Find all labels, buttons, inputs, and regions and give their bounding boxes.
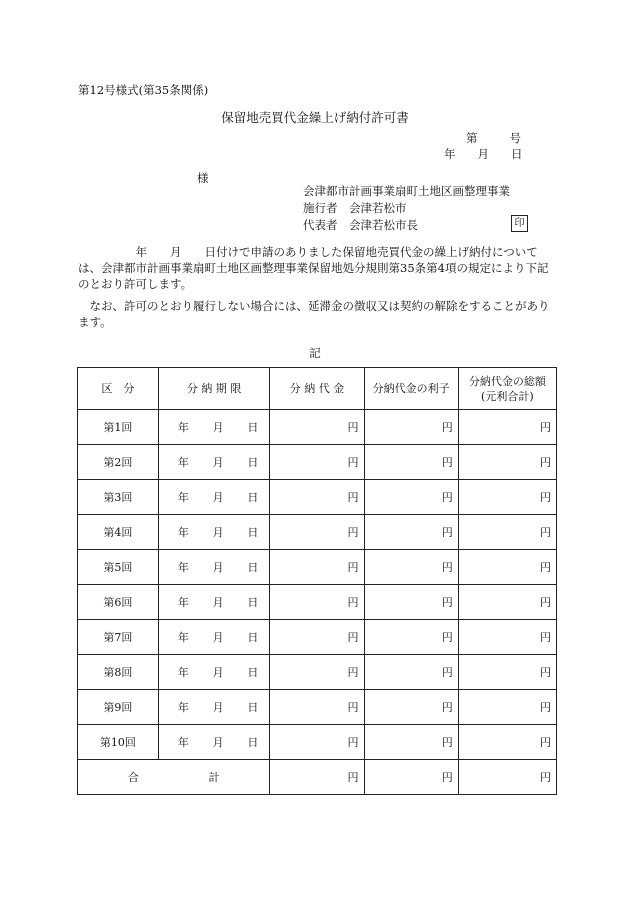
installment-amount-cell bbox=[270, 410, 364, 445]
unit-yen: 円 bbox=[540, 421, 551, 434]
unit-day: 日 bbox=[247, 526, 259, 539]
unit-day: 日 bbox=[247, 421, 259, 434]
header-due-date: 分 納 期 限 bbox=[158, 368, 270, 410]
unit-year: 年 bbox=[177, 631, 189, 644]
table-header-row bbox=[78, 368, 557, 410]
unit-day: 日 bbox=[247, 491, 259, 504]
unit-yen: 円 bbox=[347, 561, 359, 574]
unit-day: 日 bbox=[247, 456, 259, 469]
total-cell bbox=[458, 725, 556, 760]
unit-year: 年 bbox=[177, 456, 189, 469]
document-date bbox=[444, 146, 523, 162]
unit-year: 年 bbox=[177, 526, 189, 539]
unit-year: 年 bbox=[177, 596, 189, 609]
unit-yen: 円 bbox=[441, 561, 453, 574]
unit-yen: 円 bbox=[540, 491, 551, 504]
sum-interest-cell bbox=[364, 760, 458, 795]
table-row bbox=[78, 550, 557, 585]
total-cell bbox=[458, 585, 556, 620]
unit-year: 年 bbox=[177, 666, 189, 679]
unit-day: 日 bbox=[247, 736, 259, 749]
unit-day: 日 bbox=[247, 561, 259, 574]
unit-yen: 円 bbox=[347, 631, 359, 644]
unit-yen: 円 bbox=[441, 666, 453, 679]
header-installment-amount: 分 納 代 金 bbox=[270, 368, 364, 410]
unit-month: 月 bbox=[212, 701, 224, 714]
installment-label: 第3回 bbox=[78, 480, 159, 515]
due-date-cell bbox=[158, 725, 270, 760]
unit-yen: 円 bbox=[540, 561, 551, 574]
form-number: 第12号様式(第35条関係) bbox=[78, 83, 209, 97]
total-cell bbox=[458, 445, 556, 480]
table-row bbox=[78, 690, 557, 725]
header-total-line1: 分納代金の総額 bbox=[468, 374, 546, 388]
installment-table bbox=[77, 367, 557, 795]
installment-label: 第10回 bbox=[78, 725, 159, 760]
interest-cell bbox=[364, 585, 458, 620]
installment-amount-cell bbox=[270, 725, 364, 760]
unit-yen: 円 bbox=[441, 421, 453, 434]
unit-month: 月 bbox=[212, 421, 224, 434]
table-row bbox=[78, 655, 557, 690]
notice-paragraph: なお、許可のとおり履行しない場合には、延滞金の徴収又は契約の解除をすることがあります。 bbox=[78, 299, 550, 329]
total-label-cell bbox=[78, 760, 270, 795]
permission-paragraph: 年 月 日付けで申請のありました保留地売買代金の繰上げ納付については、会津都市計画事業扇町土地区画整理事業保留地処分規則第35条第4項の規定により下記のとおり許可します。 bbox=[78, 245, 549, 291]
interest-cell bbox=[364, 445, 458, 480]
unit-year: 年 bbox=[177, 561, 189, 574]
unit-yen: 円 bbox=[347, 771, 359, 784]
unit-yen: 円 bbox=[540, 596, 551, 609]
installment-amount-cell bbox=[270, 690, 364, 725]
table-row bbox=[78, 725, 557, 760]
seal-mark: 印 bbox=[511, 215, 528, 232]
unit-year: 年 bbox=[177, 491, 189, 504]
issuer-executor: 施行者 会津若松市 bbox=[303, 201, 407, 215]
table-row bbox=[78, 585, 557, 620]
unit-day: 日 bbox=[247, 631, 259, 644]
date-year: 年 bbox=[444, 147, 456, 161]
unit-yen: 円 bbox=[347, 701, 359, 714]
interest-cell bbox=[364, 550, 458, 585]
unit-month: 月 bbox=[212, 561, 224, 574]
header-category: 区 分 bbox=[78, 368, 159, 410]
due-date-cell bbox=[158, 655, 270, 690]
due-date-cell bbox=[158, 445, 270, 480]
installment-amount-cell bbox=[270, 445, 364, 480]
unit-yen: 円 bbox=[441, 701, 453, 714]
installment-label: 第9回 bbox=[78, 690, 159, 725]
issuer-block bbox=[303, 183, 510, 234]
unit-yen: 円 bbox=[540, 736, 551, 749]
due-date-cell bbox=[158, 620, 270, 655]
interest-cell bbox=[364, 515, 458, 550]
number-dai: 第 bbox=[466, 131, 478, 145]
due-date-cell bbox=[158, 410, 270, 445]
unit-yen: 円 bbox=[540, 701, 551, 714]
unit-year: 年 bbox=[177, 736, 189, 749]
installment-amount-cell bbox=[270, 550, 364, 585]
unit-day: 日 bbox=[247, 701, 259, 714]
sum-total-cell bbox=[458, 760, 556, 795]
unit-month: 月 bbox=[212, 491, 224, 504]
due-date-cell bbox=[158, 515, 270, 550]
unit-yen: 円 bbox=[347, 421, 359, 434]
unit-yen: 円 bbox=[441, 491, 453, 504]
total-right: 計 bbox=[208, 771, 220, 784]
installment-label: 第1回 bbox=[78, 410, 159, 445]
unit-year: 年 bbox=[177, 701, 189, 714]
unit-yen: 円 bbox=[441, 771, 453, 784]
unit-month: 月 bbox=[212, 631, 224, 644]
interest-cell bbox=[364, 620, 458, 655]
unit-yen: 円 bbox=[347, 666, 359, 679]
table-row bbox=[78, 445, 557, 480]
total-cell bbox=[458, 620, 556, 655]
installment-label: 第2回 bbox=[78, 445, 159, 480]
unit-year: 年 bbox=[177, 421, 189, 434]
document-title: 保留地売買代金繰上げ納付許可書 bbox=[221, 110, 409, 125]
unit-yen: 円 bbox=[540, 631, 551, 644]
table-row bbox=[78, 515, 557, 550]
document-number bbox=[466, 130, 521, 146]
issuer-representative: 代表者 会津若松市長 bbox=[303, 218, 418, 232]
unit-yen: 円 bbox=[540, 456, 551, 469]
unit-month: 月 bbox=[212, 666, 224, 679]
unit-day: 日 bbox=[247, 596, 259, 609]
interest-cell bbox=[364, 655, 458, 690]
installment-amount-cell bbox=[270, 620, 364, 655]
installment-amount-cell bbox=[270, 515, 364, 550]
installment-label: 第7回 bbox=[78, 620, 159, 655]
unit-month: 月 bbox=[212, 596, 224, 609]
unit-yen: 円 bbox=[347, 596, 359, 609]
installment-label: 第8回 bbox=[78, 655, 159, 690]
unit-yen: 円 bbox=[441, 456, 453, 469]
installment-amount-cell bbox=[270, 655, 364, 690]
total-cell bbox=[458, 690, 556, 725]
due-date-cell bbox=[158, 550, 270, 585]
interest-cell bbox=[364, 725, 458, 760]
installment-label: 第6回 bbox=[78, 585, 159, 620]
unit-yen: 円 bbox=[347, 736, 359, 749]
unit-yen: 円 bbox=[441, 526, 453, 539]
total-cell bbox=[458, 410, 556, 445]
unit-yen: 円 bbox=[441, 736, 453, 749]
unit-yen: 円 bbox=[441, 631, 453, 644]
interest-cell bbox=[364, 410, 458, 445]
total-cell bbox=[458, 480, 556, 515]
ki-heading: 記 bbox=[309, 346, 321, 360]
total-cell bbox=[458, 655, 556, 690]
table-row bbox=[78, 620, 557, 655]
header-interest: 分納代金の利子 bbox=[364, 368, 458, 410]
installment-label: 第5回 bbox=[78, 550, 159, 585]
date-day: 日 bbox=[511, 147, 523, 161]
sum-installment-cell bbox=[270, 760, 364, 795]
unit-day: 日 bbox=[247, 666, 259, 679]
total-left: 合 bbox=[127, 771, 139, 784]
unit-month: 月 bbox=[212, 736, 224, 749]
total-cell bbox=[458, 550, 556, 585]
installment-amount-cell bbox=[270, 480, 364, 515]
due-date-cell bbox=[158, 690, 270, 725]
installment-amount-cell bbox=[270, 585, 364, 620]
due-date-cell bbox=[158, 480, 270, 515]
table-row bbox=[78, 480, 557, 515]
table-total-row bbox=[78, 760, 557, 795]
unit-month: 月 bbox=[212, 456, 224, 469]
unit-yen: 円 bbox=[347, 491, 359, 504]
unit-yen: 円 bbox=[540, 526, 551, 539]
table-row bbox=[78, 410, 557, 445]
issuer-project: 会津都市計画事業扇町土地区画整理事業 bbox=[303, 184, 510, 198]
total-cell bbox=[458, 515, 556, 550]
due-date-cell bbox=[158, 585, 270, 620]
unit-yen: 円 bbox=[347, 456, 359, 469]
number-go: 号 bbox=[509, 131, 521, 145]
header-total-line2: (元利合計) bbox=[481, 389, 534, 403]
unit-yen: 円 bbox=[441, 596, 453, 609]
interest-cell bbox=[364, 690, 458, 725]
unit-month: 月 bbox=[212, 526, 224, 539]
unit-yen: 円 bbox=[540, 666, 551, 679]
unit-yen: 円 bbox=[540, 771, 551, 784]
addressee-suffix: 様 bbox=[197, 171, 209, 185]
date-month: 月 bbox=[477, 147, 489, 161]
header-total bbox=[458, 368, 556, 410]
installment-label: 第4回 bbox=[78, 515, 159, 550]
interest-cell bbox=[364, 480, 458, 515]
unit-yen: 円 bbox=[347, 526, 359, 539]
